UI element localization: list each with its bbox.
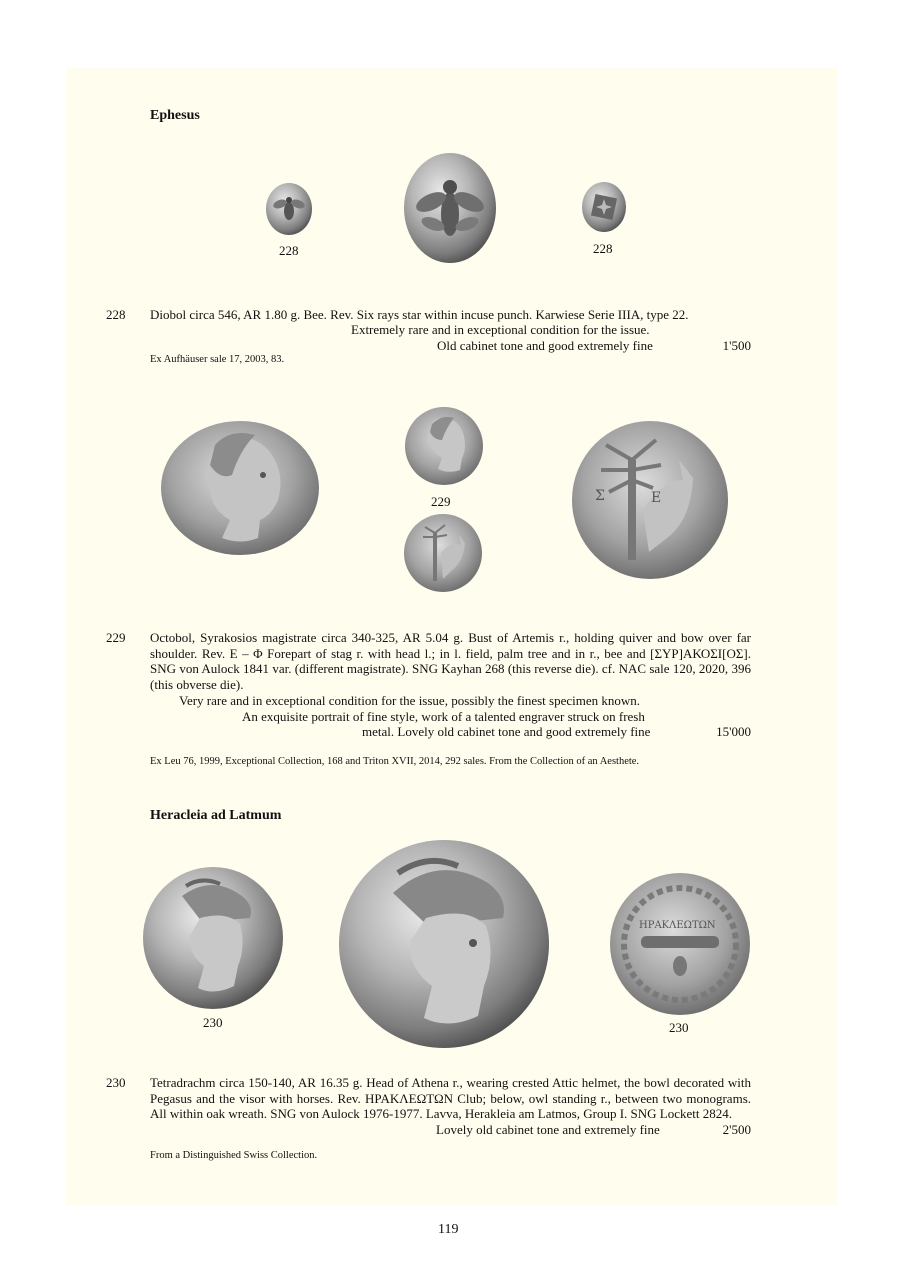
lot-229-description: Octobol, Syrakosios magistrate circa 340-325, AR 5.04 g. Bust of Artemis r., holding quiver and bow over far shoulder. Rev. Ε – Φ Forepart of stag r. with head l.; in l. field, palm tree and in r., bee and [ΣΥΡ]ΑΚΟΣΙ[ΟΣ]. SNG von Aulock 1841 var. (different magistrate). SNG Kayhan 268 (this reverse die). cf. NAC sale 120, 2020, 396 (this obverse die). (150, 630, 751, 692)
coin-229-enlarged-reverse-image (571, 420, 729, 580)
svg-text:Σ: Σ (595, 488, 605, 504)
lot-229-price: 15'000 (716, 724, 751, 739)
lot-229-provenance: Ex Leu 76, 1999, Exceptional Collection, 168 and Triton XVII, 2014, 292 sales. From the Collection of an Aesthete. (150, 756, 640, 767)
coin-230-label-left: 230 (203, 1015, 223, 1030)
coin-229-reverse-image (403, 513, 483, 593)
lot-228-grade-line-1: Extremely rare and in exceptional condition for the issue. (351, 322, 650, 337)
coin-229-enlarged-obverse-image (160, 420, 320, 556)
coin-230-label-right: 230 (669, 1020, 689, 1035)
coin-228-label-right: 228 (593, 241, 613, 256)
section-heading-heracleia: Heracleia ad Latmum (150, 808, 282, 823)
lot-230-description: Tetradrachm circa 150-140, AR 16.35 g. Head of Athena r., wearing crested Attic helmet, the bowl decorated with Pegasus and the visor with horses. Rev. ΗΡΑΚΛΕΩΤΩΝ Club; below, owl standing r., between two monograms. All within oak wreath. SNG von Aulock 1976-1977. Lavva, Herakleia am Latmos, Group I. SNG Lockett 2824. (150, 1075, 751, 1121)
coin-230-reverse-image (609, 872, 751, 1016)
coin-228-enlarged-image (403, 152, 497, 264)
coin-228-obverse-image (265, 182, 313, 236)
lot-229-grade-line-3: metal. Lovely old cabinet tone and good extremely fine (362, 724, 651, 739)
coin-230-obverse-image (142, 866, 284, 1010)
coin-228-label-left: 228 (279, 243, 299, 258)
lot-228-provenance: Ex Aufhäuser sale 17, 2003, 83. (150, 354, 285, 365)
svg-text:Ε: Ε (651, 490, 662, 506)
coin-228-reverse-image (581, 181, 627, 234)
lot-number-228: 228 (106, 307, 126, 322)
lot-number-229: 229 (106, 630, 126, 645)
lot-228-description: Diobol circa 546, AR 1.80 g. Bee. Rev. Six rays star within incuse punch. Karwiese Serie IIIA, type 22. (150, 307, 689, 322)
svg-text:ΗΡΑΚΛΕΩΤΩΝ: ΗΡΑΚΛΕΩΤΩΝ (639, 920, 716, 931)
page-number: 119 (438, 1222, 459, 1237)
lot-229-grade-line-2: An exquisite portrait of fine style, work of a talented engraver struck on fresh (242, 709, 645, 724)
lot-229-grade-line-1: Very rare and in exceptional condition for the issue, possibly the finest specimen known. (179, 693, 641, 708)
lot-228-price: 1'500 (722, 338, 751, 353)
lot-230-provenance: From a Distinguished Swiss Collection. (150, 1150, 318, 1161)
lot-230-price: 2'500 (671, 1122, 751, 1138)
coin-229-label: 229 (431, 494, 451, 509)
lot-230-grade-line-1: Lovely old cabinet tone and extremely fine (430, 1122, 660, 1138)
coin-230-enlarged-obverse-image (338, 838, 550, 1050)
lot-228-grade-line-2: Old cabinet tone and good extremely fine (437, 338, 653, 353)
lot-number-230: 230 (106, 1075, 126, 1090)
section-heading-ephesus: Ephesus (150, 108, 200, 123)
coin-229-obverse-image (404, 406, 484, 486)
